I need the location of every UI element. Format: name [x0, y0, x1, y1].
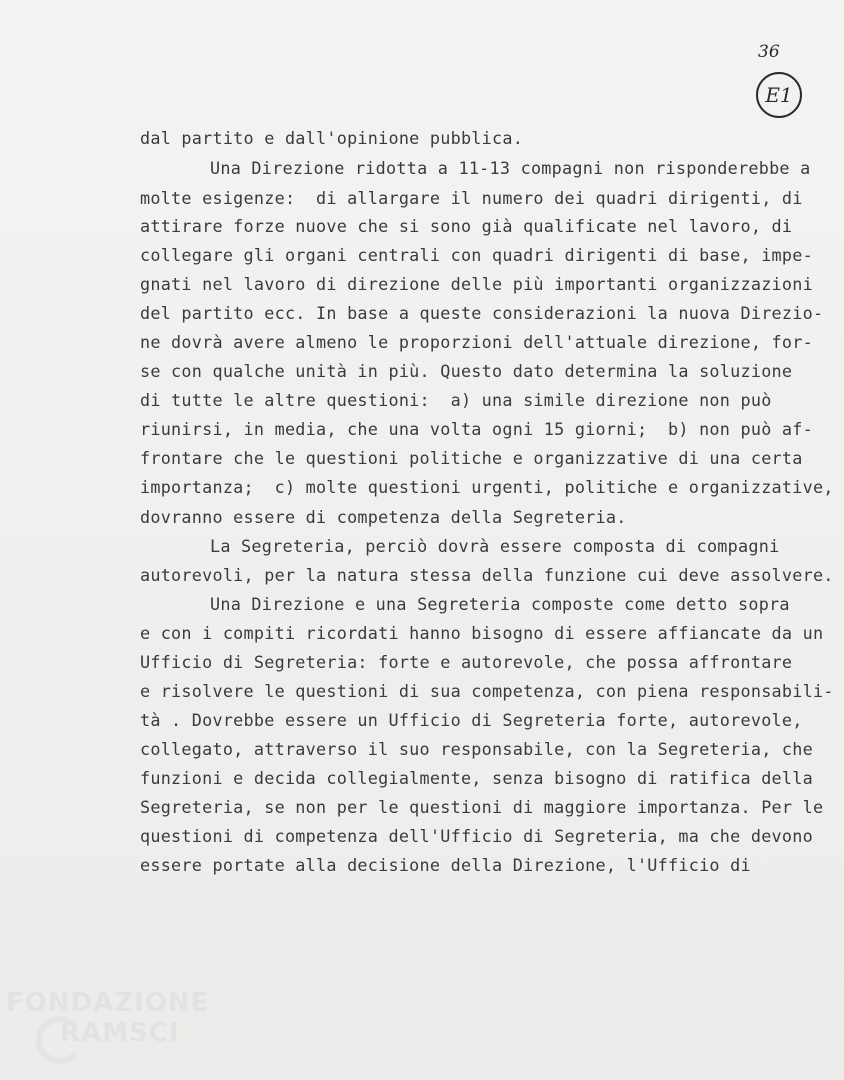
body-line: essere portate alla decisione della Direzione, l'Ufficio di: [140, 855, 751, 875]
body-line: e con i compiti ricordati hanno bisogno di essere affiancate da un: [140, 623, 824, 643]
watermark-line2: RAMSCI: [60, 1018, 180, 1048]
body-line: attirare forze nuove che si sono già qualificate nel lavoro, di: [140, 216, 793, 236]
body-line: funzioni e decida collegialmente, senza bisogno di ratifica della: [140, 768, 813, 788]
body-line: Segreteria, se non per le questioni di maggiore importanza. Per le: [140, 797, 824, 817]
body-line: di tutte le altre questioni: a) una simile direzione non può: [140, 390, 772, 410]
fondazione-gramsci-watermark: [6, 988, 216, 1068]
body-line: collegato, attraverso il suo responsabile, con la Segreteria, che: [140, 739, 813, 759]
folio-circle-number: E1: [756, 72, 802, 118]
body-line: importanza; c) molte questioni urgenti, politiche e organizzative,: [140, 477, 834, 497]
body-line: frontare che le questioni politiche e organizzative di una certa: [140, 448, 803, 468]
body-line: collegare gli organi centrali con quadri dirigenti di base, impe-: [140, 245, 813, 265]
body-line: se con qualche unità in più. Questo dato determina la soluzione: [140, 361, 793, 381]
body-line: Ufficio di Segreteria: forte e autorevole, che possa affrontare: [140, 652, 793, 672]
body-line: autorevoli, per la natura stessa della funzione cui deve assolvere.: [140, 565, 834, 585]
body-line: Una Direzione ridotta a 11-13 compagni non risponderebbe a: [210, 158, 811, 178]
page-number: 36: [758, 42, 780, 62]
body-line: Una Direzione e una Segreteria composte come detto sopra: [210, 594, 790, 614]
body-line: dovranno essere di competenza della Segreteria.: [140, 507, 627, 527]
body-line: molte esigenze: di allargare il numero dei quadri dirigenti, di: [140, 188, 803, 208]
watermark-line1: FONDAZIONE: [6, 988, 210, 1018]
body-line: e risolvere le questioni di sua competenza, con piena responsabili-: [140, 681, 834, 701]
body-line: La Segreteria, perciò dovrà essere composta di compagni: [210, 536, 780, 556]
body-line: gnati nel lavoro di direzione delle più importanti organizzazioni: [140, 274, 813, 294]
body-line: del partito ecc. In base a queste considerazioni la nuova Direzio-: [140, 303, 824, 323]
body-line: ne dovrà avere almeno le proporzioni dell'attuale direzione, for-: [140, 332, 813, 352]
body-line: questioni di competenza dell'Ufficio di Segreteria, ma che devono: [140, 826, 813, 846]
body-line: tà . Dovrebbe essere un Ufficio di Segreteria forte, autorevole,: [140, 710, 803, 730]
body-line: riunirsi, in media, che una volta ogni 15 giorni; b) non può af-: [140, 419, 813, 439]
body-line: dal partito e dall'opinione pubblica.: [140, 128, 524, 148]
